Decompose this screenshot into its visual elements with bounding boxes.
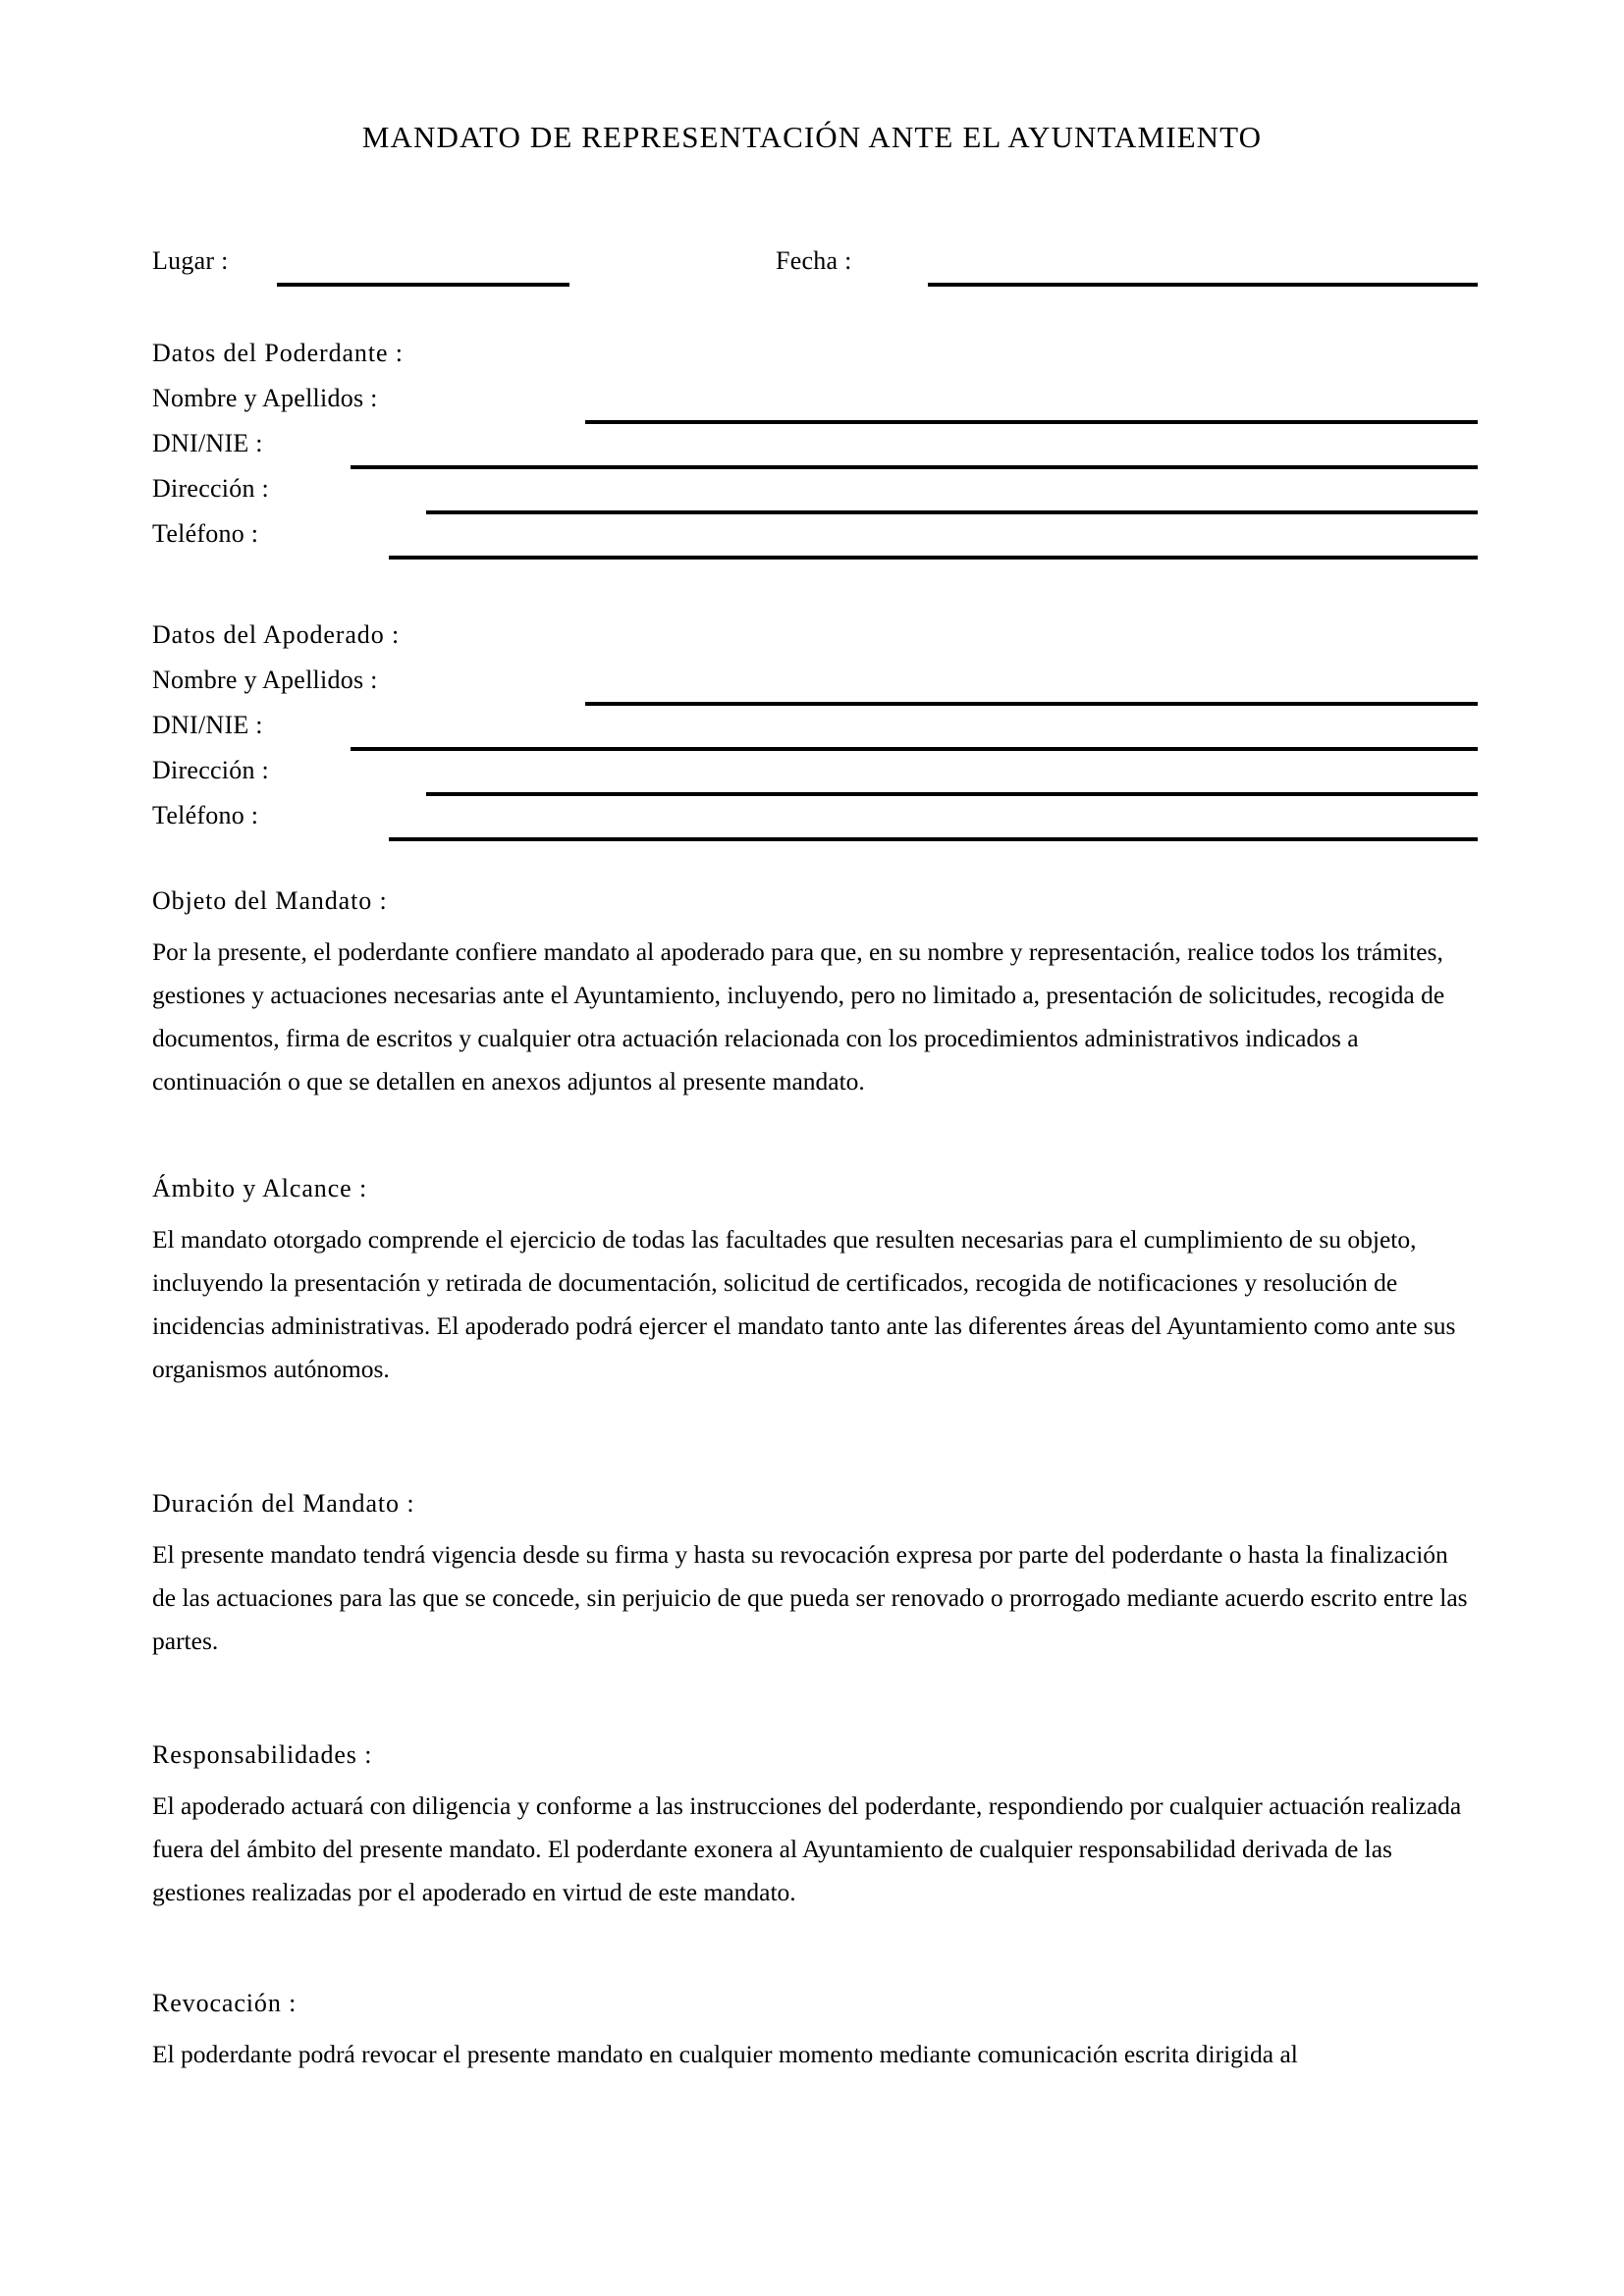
responsabilidades-body bbox=[152, 1785, 1473, 1914]
poderdante-heading: Datos del Poderdante : bbox=[152, 339, 404, 367]
duracion-heading: Duración del Mandato : bbox=[152, 1489, 415, 1518]
apoderado-direccion-input-line[interactable] bbox=[426, 792, 1478, 796]
apoderado-direccion-label: Dirección : bbox=[152, 756, 269, 784]
poderdante-direccion-input-line[interactable] bbox=[426, 510, 1478, 514]
revocacion-paragraph: El poderdante podrá revocar el presente mandato en cualquier momento mediante comunicación escrita dirigida al bbox=[152, 2040, 1298, 2068]
ambito-paragraph: El mandato otorgado comprende el ejercicio de todas las facultades que resulten necesarias para el cumplimiento de su objeto, incluyendo la presentación y retirada de documentación, solicitud de certificados, recogida de notificaciones y resolución de incidencias administrativas. El apoderado podrá ejercer el mandato tanto ante las diferentes áreas del Ayuntamiento como ante sus organismos autónomos. bbox=[152, 1225, 1456, 1383]
poderdante-direccion-label: Dirección : bbox=[152, 474, 269, 503]
objeto-heading: Objeto del Mandato : bbox=[152, 886, 388, 915]
revocacion-body bbox=[152, 2033, 1473, 2076]
lugar-label: Lugar : bbox=[152, 246, 229, 275]
poderdante-nombre-label: Nombre y Apellidos : bbox=[152, 384, 378, 412]
duracion-paragraph: El presente mandato tendrá vigencia desde su firma y hasta su revocación expresa por parte del poderdante o hasta la finalización de las actuaciones para las que se concede, sin perjuicio de que pueda ser renovado o prorrogado mediante acuerdo escrito entre las partes. bbox=[152, 1540, 1468, 1655]
apoderado-nombre-label: Nombre y Apellidos : bbox=[152, 666, 378, 694]
poderdante-nombre-input-line[interactable] bbox=[585, 420, 1478, 424]
ambito-body bbox=[152, 1218, 1473, 1391]
ambito-heading: Ámbito y Alcance : bbox=[152, 1174, 368, 1202]
apoderado-nombre-input-line[interactable] bbox=[585, 702, 1478, 706]
apoderado-dni-input-line[interactable] bbox=[351, 747, 1478, 751]
revocacion-heading: Revocación : bbox=[152, 1989, 298, 2017]
apoderado-telefono-label: Teléfono : bbox=[152, 801, 259, 829]
lugar-input-line[interactable] bbox=[277, 283, 569, 287]
apoderado-heading: Datos del Apoderado : bbox=[152, 620, 401, 649]
poderdante-telefono-input-line[interactable] bbox=[389, 556, 1478, 560]
responsabilidades-heading: Responsabilidades : bbox=[152, 1740, 373, 1769]
responsabilidades-paragraph: El apoderado actuará con diligencia y conforme a las instrucciones del poderdante, respondiendo por cualquier actuación realizada fuera del ámbito del presente mandato. El poderdante exonera al Ayuntamiento de cualquier responsabilidad derivada de las gestiones realizadas por el apoderado en virtud de este mandato. bbox=[152, 1791, 1462, 1906]
fecha-label: Fecha : bbox=[776, 246, 852, 275]
duracion-body bbox=[152, 1533, 1473, 1663]
apoderado-dni-label: DNI/NIE : bbox=[152, 711, 263, 739]
page-title: MANDATO DE REPRESENTACIÓN ANTE EL AYUNTAMIENTO bbox=[361, 120, 1263, 154]
poderdante-telefono-label: Teléfono : bbox=[152, 519, 259, 548]
fecha-input-line[interactable] bbox=[928, 283, 1478, 287]
poderdante-dni-label: DNI/NIE : bbox=[152, 429, 263, 457]
objeto-body bbox=[152, 931, 1473, 1103]
poderdante-dni-input-line[interactable] bbox=[351, 465, 1478, 469]
objeto-paragraph: Por la presente, el poderdante confiere mandato al apoderado para que, en su nombre y representación, realice todos los trámites, gestiones y actuaciones necesarias ante el Ayuntamiento, incluyendo, pero no limitado a, presentación de solicitudes, recogida de documentos, firma de escritos y cualquier otra actuación relacionada con los procedimientos administrativos indicados a continuación o que se detallen en anexos adjuntos al presente mandato. bbox=[152, 937, 1445, 1095]
apoderado-telefono-input-line[interactable] bbox=[389, 837, 1478, 841]
